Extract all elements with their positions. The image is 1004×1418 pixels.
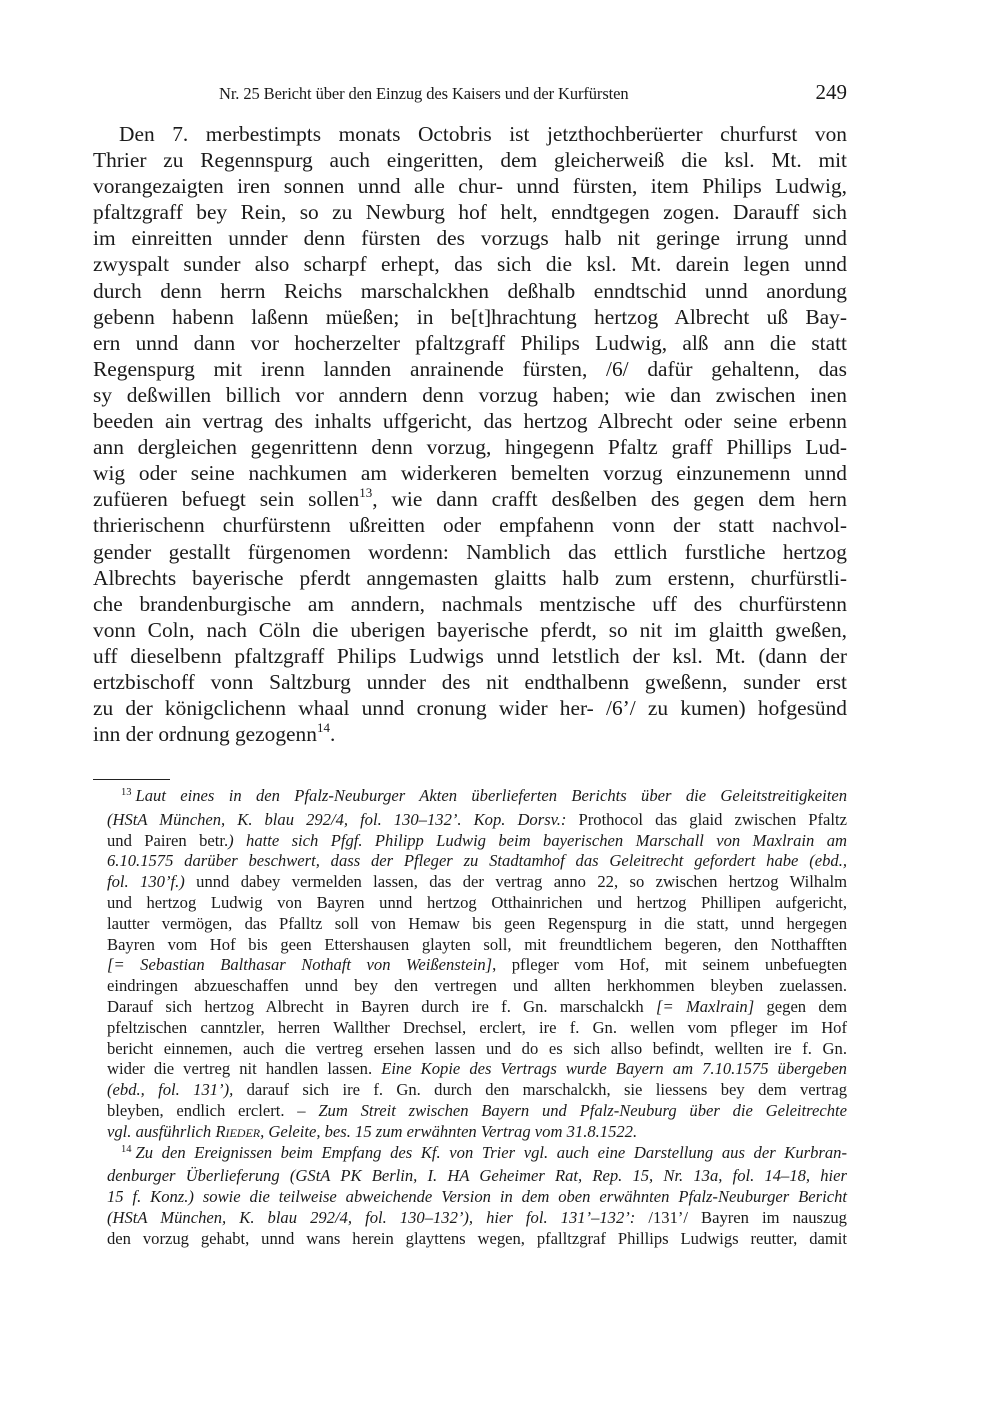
footnote-divider [93,779,170,780]
footnote-text: Prothocol das glaid zwischen Pfaltz [578,809,847,829]
footnote-line [93,1059,847,1080]
text-line: gender gestallt fürgenomen wordenn: Namblich das ettlich furstliche hertzog [93,539,847,564]
footnote-text: gegen dem [754,996,847,1016]
footnotes [93,786,847,1250]
footnote-text: ) hatte sich Pfgf. Philipp Ludwig beim bayerischen Marschall von Maxlrain am [228,830,847,850]
footnote-text: darauf sich ire f. Gn. durch den marschalckh, sie liessens bey dem vertrag [233,1080,847,1100]
text-line: wig oder seine nachkumen am widerkeren bemelten vorzug einzunemenn unnd [93,461,847,486]
footnote-line [93,1187,847,1208]
footnote-line [93,1143,847,1167]
text-line: zwyspalt sunder also scharpf erhept, das sich die ksl. Mt. darein legen unnd [93,252,847,277]
footnote-number: 13 [121,787,132,798]
footnote-text: lautter vermögen, das Pfalltz soll von Hemaw bis geen Regenspurg in die statt, unnd hergegen [107,913,847,933]
text-line: thrierischenn churfürstenn ußreitten oder empfahenn vonn der statt nachvol- [93,513,847,538]
footnote-text: /131’/ Bayren im nauszug [648,1207,847,1227]
footnote-text: [= Maxlrain] [656,996,755,1016]
footnote-text: (HStA München, K. blau 292/4, fol. 130–132’. Kop. Dorsv.: [107,809,579,829]
text-line: pfaltzgraff bey Rein, so zu Newburg hof helt, enndtgegen zogen. Darauff sich [93,200,847,225]
footnote-line [93,997,847,1018]
footnote-line [93,976,847,997]
text-line: gebenn habenn laßenn müeßen; in be[t]hrachtung hertzog Albrecht uß Bay- [93,304,847,329]
footnote-text: pfeltzischen canntzler, herren Wallther Drechsel, erclert, ire f. Gn. wellen vom pfleger im Hof [107,1017,847,1037]
footnote-ref-13[interactable]: 13 [359,485,373,501]
footnote-line [93,955,847,976]
footnote-line [93,1101,847,1122]
footnote-text: Zum Streit zwischen Bayern und Pfalz-Neuburg über die Geleitrechte [318,1100,847,1120]
footnote-14 [93,1143,847,1250]
text-line: ann dergleichen gegenrittenn denn vorzug, hingegenn Pfaltz graff Phillips Lud- [93,435,847,460]
footnote-line [93,935,847,956]
footnote-text: bleyben, endlich erclert. – [107,1100,319,1120]
footnote-text: Laut eines in den Pfalz-Neuburger Akten überlieferten Berichts über die Geleitstreitigkeiten [135,786,847,805]
footnote-line [93,1018,847,1039]
footnote-text: wider die vertreg nit handlen lassen. [107,1059,382,1079]
footnote-text: [= Sebastian Balthasar Nothaft von Weißenstein] [107,955,493,975]
text-line: zu der königclichenn whaal unnd cronung wider her- /6’/ zu kumen) hofgesünd [93,696,847,721]
footnote-text: Eine Kopie des Vertrags wurde Bayern am 7.10.1575 übergeben [381,1059,847,1079]
page-number: 249 [815,80,847,104]
footnote-line [93,810,847,831]
footnote-text: Rieder [215,1121,261,1141]
text-segment: . [329,722,336,747]
footnote-line [93,1122,847,1143]
footnote-text: unnd dabey vermelden lassen, das der vertrag anno 22, so zwischen hertzog Wilhalm [184,872,848,892]
footnote-text: , Geleite, bes. 15 zum erwähnten Vertrag vom 31.8.1522. [260,1121,638,1141]
footnote-text: (HStA München, K. blau 292/4, fol. 130–132’), hier fol. 131’–132’: [107,1207,649,1227]
footnote-line [93,831,847,852]
footnote-text: fol. 130’f.) [107,872,185,892]
footnote-line [93,786,847,810]
text-line: im einreitten unnder denn fürsten des vorzugs halb nit geringe irrung unnd [93,226,847,251]
footnote-text: (ebd., fol. 131’), [107,1080,234,1100]
text-line: che brandenburgische am anndern, nachmals mentzische uff des churfürstenn [93,591,847,616]
text-line: Albrechts bayerische pferdt anngemasten glaitts halb zum erstenn, churfürstli- [93,565,847,590]
footnote-line [93,851,847,872]
footnote-line [93,1208,847,1229]
footnote-text: Darauf sich hertzog Albrecht in Bayren durch ire f. Gn. marschalckh [107,996,657,1016]
text-line: Den 7. merbestimpts monats Octobris ist jetzthochberüerter churfurst von [119,122,847,146]
footnote-text: eindringen abzueschaffen unnd bey den vertregen und allten herkhommen bleyben zuelassen. [107,976,847,996]
text-line: uff dieselbenn pfaltzgraff Philips Ludwigs unnd letstlich der ksl. Mt. (dann der [93,643,847,668]
footnote-text: vgl. ausführlich [107,1121,216,1141]
footnote-text: Zu den Ereignissen beim Empfang des Kf. von Trier vgl. auch eine Darstellung aus der Kurbran- [135,1142,847,1162]
main-paragraph [93,121,847,747]
footnote-text: den vorzug gehabt, unnd wans herein glayttens wegen, pfalltzgraf Phillips Ludwigs reutter, damit [107,1228,847,1248]
footnote-text: bericht einnemen, auch die vertreg ersehen lassen und do es sich allso befindt, wellten ire f. Gn. [107,1038,847,1058]
footnote-line [93,1166,847,1187]
footnote-13 [93,786,847,1143]
footnote-text: , pfleger vom Hof, mit seinem unbefuegten [492,955,847,975]
text-line: beeden ain vertrag des inhalts uffgericht, das hertzog Albrecht oder seine erbenn [93,409,847,434]
footnote-line [93,914,847,935]
footnote-line [93,1039,847,1060]
text-line: Thrier zu Regennspurg auch eingeritten, dem gleicherweiß die ksl. Mt. mit [93,148,847,173]
main-text [93,121,847,747]
text-segment: , wie dann crafft desßelben des gegen dem hern [372,487,847,512]
text-line [93,721,847,747]
footnote-text: denburger Überlieferung (GStA PK Berlin, I. HA Geheimer Rat, Rep. 15, Nr. 13a, fol. 14–18, hier [107,1166,847,1186]
text-line: Regenspurg mit irenn lannden anrainende fürsten, /6/ dafür gehaltenn, das [93,356,847,381]
text-line: vonn Coln, nach Cöln die uberigen bayerische pferdt, so nit im glaitth gweßen, [93,617,847,642]
text-segment: zufüeren befuegt sein sollen [93,487,360,512]
text-line [93,486,847,512]
footnote-text: 15 f. Konz.) sowie die teilweise abweichende Version in dem oben erwähnten Pfalz-Neuburger Bericht [107,1187,847,1207]
text-line: vorangezaigten iren sonnen unnd alle chur- unnd fürsten, item Philips Ludwig, [93,174,847,199]
running-title: Nr. 25 Bericht über den Einzug des Kaisers und der Kurfürsten [219,84,629,103]
footnote-line [93,872,847,893]
footnote-line [93,1229,847,1250]
text-line: durch denn herrn Reichs marschalckhen deßhalb enndtschid unnd anordung [93,278,847,303]
text-line: ern unnd dann vor hocherzelter pfaltzgraff Philips Ludwig, alß ann die statt [93,330,847,355]
footnote-line [93,893,847,914]
footnote-text: 6.10.1575 darüber beschwert, dass der Pfleger zu Stadtamhof das Geleitrecht gefordert habe (ebd., [107,851,847,871]
text-segment: inn der ordnung gezogenn [93,722,317,747]
footnote-ref-14[interactable]: 14 [316,720,330,736]
text-line: sy deßwillen billich vor anndern denn vorzug haben; wie dan zwischen inen [93,382,847,407]
running-head [93,80,847,108]
footnote-text: und Pairen betr. [107,830,229,850]
footnote-number: 14 [121,1143,132,1155]
text-line: ertzbischoff vonn Saltzburg unnder des nit endthalbenn gweßenn, sunder erst [93,669,847,694]
footnote-line [93,1080,847,1101]
footnote-text: und hertzog Ludwig von Bayren unnd hertzog Otthainrichen und hertzog Phillipen aufgericht, [107,892,847,912]
footnote-text: Bayren vom Hof bis geen Ettershausen glayten soll, mit freundtlichem begeren, den Notthafften [107,934,847,954]
